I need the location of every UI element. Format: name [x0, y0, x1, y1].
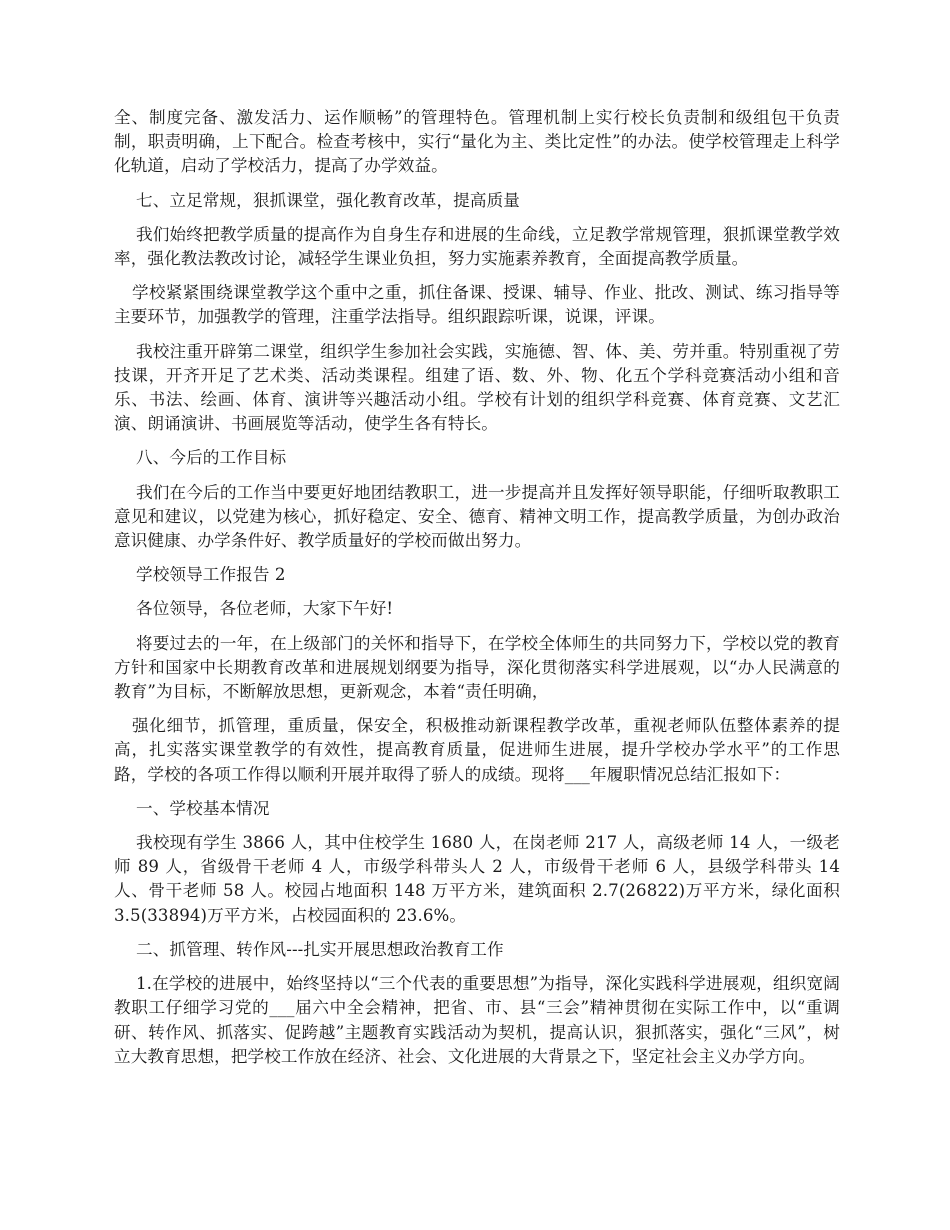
document-body — [114, 106, 840, 1079]
greeting: 各位领导，各位老师，大家下午好! — [136, 599, 394, 619]
report-title: 学校领导工作报告 2 — [136, 565, 286, 585]
paragraph-year-review: 将要过去的一年，在上级部门的关怀和指导下，在学校全体师生的共同努力下，学校以党的教育方针和国家中长期教育改革和进展规划纲要为指导，深化贯彻落实科学进展观，以“办人民满意的教育”为目标，不断解放思想，更新观念，本着“责任明确， — [114, 633, 840, 702]
section-heading-eight: 八、今后的工作目标 — [136, 448, 287, 468]
paragraph-classroom-teaching: 学校紧紧围绕课堂教学这个重中之重，抓住备课、授课、辅导、作业、批改、测试、练习指导等主要环节，加强教学的管理，注重学法指导。组织跟踪听课，说课，评课。 — [114, 283, 840, 327]
paragraph-second-classroom: 我校注重开辟第二课堂，组织学生参加社会实践，实施德、智、体、美、劳并重。特别重视了劳技课，开齐开足了艺术类、活动类课程。组建了语、数、外、物、化五个学科竞赛活动小组和音乐、书法、绘画、体育、演讲等兴趣活动小组。学校有计划的组织学科竞赛、体育竞赛、文艺汇演、朗诵演讲、书画展览等活动，使学生各有特长。 — [114, 341, 840, 434]
paragraph-school-statistics: 我校现有学生 3866 人，其中住校学生 1680 人，在岗老师 217 人，高级老师 14 人，一级老师 89 人，省级骨干老师 4 人，市级学科带头人 2 人，市级骨干老师 6 人，县级学科带头 14 人、骨干老师 58 人。校园占地面积 148 万平方米，建筑面积 2.7(26822)万平方米，绿化面积 3.5(33894)万平方米，占校园面积的 23.6%。 — [114, 833, 840, 925]
paragraph-work-approach: 强化细节，抓管理，重质量，保安全，积极推动新课程教学改革，重视老师队伍整体素养的提高，扎实落实课堂教学的有效性，提高教育质量，促进师生进展，提升学校办学水平”的工作思路，学校的各项工作得以顺利开展并取得了骄人的成绩。现将___年履职情况总结汇报如下： — [114, 716, 840, 784]
section-heading-seven: 七、立足常规，狠抓课堂，强化教育改革，提高质量 — [136, 190, 520, 210]
paragraph-political-education: 1.在学校的进展中，始终坚持以“三个代表的重要思想”为指导，深化实践科学进展观，组织宽阔教职工仔细学习党的___届六中全会精神，把省、市、县“三会”精神贯彻在实际工作中，以“重调研、转作风、抓落实、促跨越”主题教育实践活动为契机，提高认识，狠抓落实，强化“三风”，树立大教育思想，把学校工作放在经济、社会、文化进展的大背景之下，坚定社会主义办学方向。 — [114, 974, 840, 1066]
paragraph-teaching-quality: 我们始终把教学质量的提高作为自身生存和进展的生命线，立足教学常规管理，狠抓课堂教学效率，强化教法教改讨论，减轻学生课业负担，努力实施素养教育，全面提高教学质量。 — [114, 224, 840, 269]
section-heading-management: 二、抓管理、转作风---扎实开展思想政治教育工作 — [136, 939, 504, 959]
paragraph-management-features: 全、制度完备、激发活力、运作顺畅”的管理特色。管理机制上实行校长负责制和级组包干负责制，职责明确，上下配合。检查考核中，实行“量化为主、类比定性”的办法。使学校管理走上科学化轨道，启动了学校活力，提高了办学效益。 — [114, 108, 840, 176]
section-heading-basic-info: 一、学校基本情况 — [136, 798, 270, 818]
paragraph-future-goals: 我们在今后的工作当中要更好地团结教职工，进一步提高并且发挥好领导职能，仔细听取教职工意见和建议，以党建为核心，抓好稳定、安全、德育、精神文明工作，提高教学质量，为创办政治意识健康、办学条件好、教学质量好的学校而做出努力。 — [114, 482, 840, 551]
